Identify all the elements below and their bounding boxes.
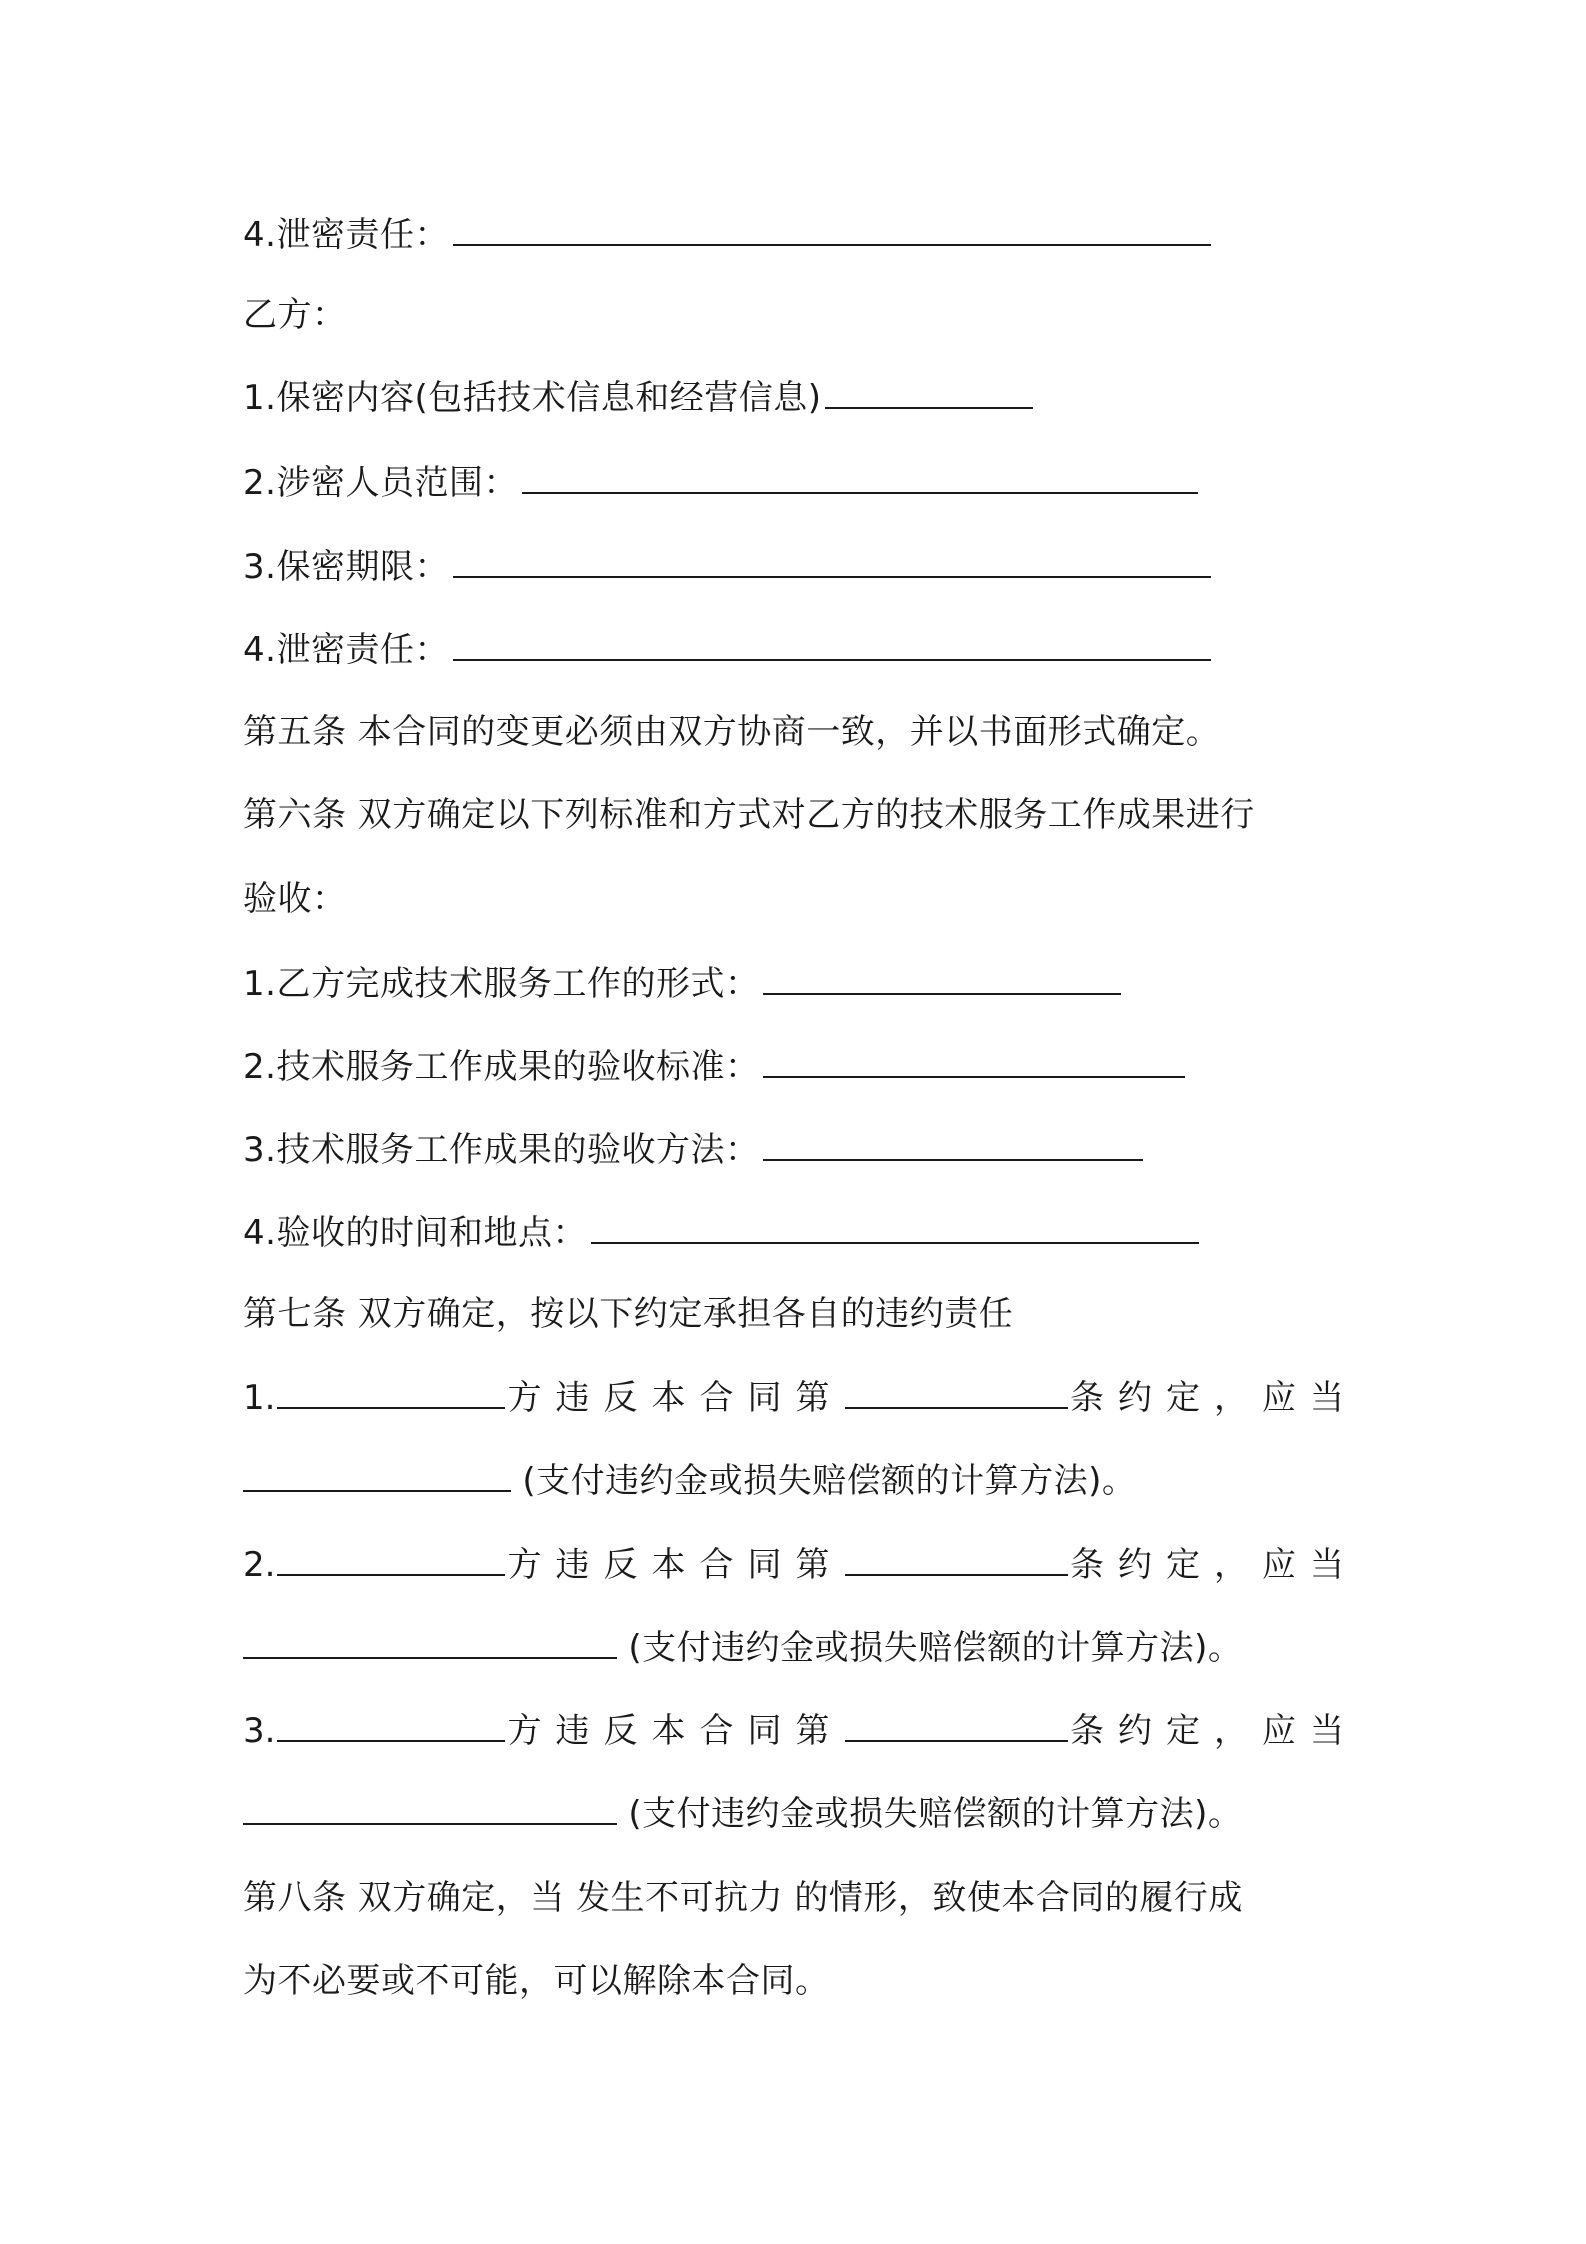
clause-agreement-text: 条约定，应当 [1070, 1378, 1358, 1418]
acceptance-standard-label: 2.技术服务工作成果的验收标准： [243, 1047, 760, 1087]
blank-field[interactable] [277, 1538, 505, 1576]
blank-field[interactable] [591, 1206, 1199, 1244]
confidential-content-label: 1.保密内容(包括技术信息和经营信息) [243, 378, 822, 418]
clause-agreement-text: 条约定，应当 [1070, 1711, 1358, 1751]
confidential-period-line [243, 539, 1211, 595]
clause-tail-text: (支付违约金或损失赔偿额的计算方法)。 [628, 1794, 1243, 1834]
clause-agreement-text: 条约定，应当 [1070, 1545, 1358, 1585]
breach-clause-1-line-1 [243, 1370, 1358, 1426]
leak-liability-label: 4.泄密责任： [243, 215, 449, 255]
article-7: 第七条 双方确定，按以下约定承担各自的违约责任 [243, 1294, 1014, 1334]
blank-field[interactable] [522, 456, 1198, 494]
blank-field[interactable] [845, 1704, 1068, 1742]
clause-party-text: 方违反本合同第 [507, 1378, 844, 1418]
leak-liability-line-party-a [243, 207, 1211, 263]
article-8-line-2: 为不必要或不可能，可以解除本合同。 [243, 1961, 830, 2001]
personnel-scope-line [243, 455, 1198, 511]
article-8-line-1: 第八条 双方确定，当 发生不可抗力 的情形，致使本合同的履行成 [243, 1878, 1243, 1918]
article-5: 第五条 本合同的变更必须由双方协商一致，并以书面形式确定。 [243, 712, 1221, 752]
blank-field[interactable] [243, 1454, 511, 1492]
blank-field[interactable] [763, 1123, 1143, 1161]
clause-number: 1. [243, 1378, 276, 1418]
blank-field[interactable] [825, 371, 1033, 409]
confidential-content-line [243, 370, 1033, 426]
clause-party-text: 方违反本合同第 [507, 1711, 844, 1751]
blank-field[interactable] [453, 208, 1211, 246]
clause-tail-text: (支付违约金或损失赔偿额的计算方法)。 [628, 1628, 1243, 1668]
clause-party-text: 方违反本合同第 [507, 1545, 844, 1585]
party-b-heading: 乙方： [243, 295, 347, 335]
acceptance-standard-line [243, 1039, 1185, 1095]
clause-number: 3. [243, 1711, 276, 1751]
acceptance-time-place-label: 4.验收的时间和地点： [243, 1213, 587, 1253]
article-6-line-2: 验收： [243, 879, 347, 919]
blank-field[interactable] [277, 1704, 505, 1742]
service-form-label: 1.乙方完成技术服务工作的形式： [243, 964, 760, 1004]
acceptance-time-place-line [243, 1205, 1199, 1261]
clause-tail-text: (支付违约金或损失赔偿额的计算方法)。 [522, 1461, 1137, 1501]
blank-field[interactable] [845, 1371, 1068, 1409]
leak-liability-label: 4.泄密责任： [243, 630, 449, 670]
clause-number: 2. [243, 1545, 276, 1585]
blank-field[interactable] [763, 957, 1121, 995]
blank-field[interactable] [453, 540, 1211, 578]
blank-field[interactable] [243, 1787, 617, 1825]
breach-clause-2-line-1 [243, 1537, 1358, 1593]
blank-field[interactable] [845, 1538, 1068, 1576]
leak-liability-line-party-b [243, 622, 1211, 678]
service-form-line [243, 956, 1121, 1012]
blank-field[interactable] [453, 623, 1211, 661]
acceptance-method-label: 3.技术服务工作成果的验收方法： [243, 1130, 760, 1170]
breach-clause-3-line-2 [243, 1786, 1242, 1842]
breach-clause-1-line-2 [243, 1453, 1136, 1509]
breach-clause-3-line-1 [243, 1703, 1358, 1759]
acceptance-method-line [243, 1122, 1143, 1178]
personnel-scope-label: 2.涉密人员范围： [243, 463, 518, 503]
blank-field[interactable] [277, 1371, 505, 1409]
breach-clause-2-line-2 [243, 1620, 1242, 1676]
blank-field[interactable] [763, 1040, 1185, 1078]
article-6-line-1: 第六条 双方确定以下列标准和方式对乙方的技术服务工作成果进行 [243, 795, 1255, 835]
blank-field[interactable] [243, 1621, 617, 1659]
confidential-period-label: 3.保密期限： [243, 547, 449, 587]
